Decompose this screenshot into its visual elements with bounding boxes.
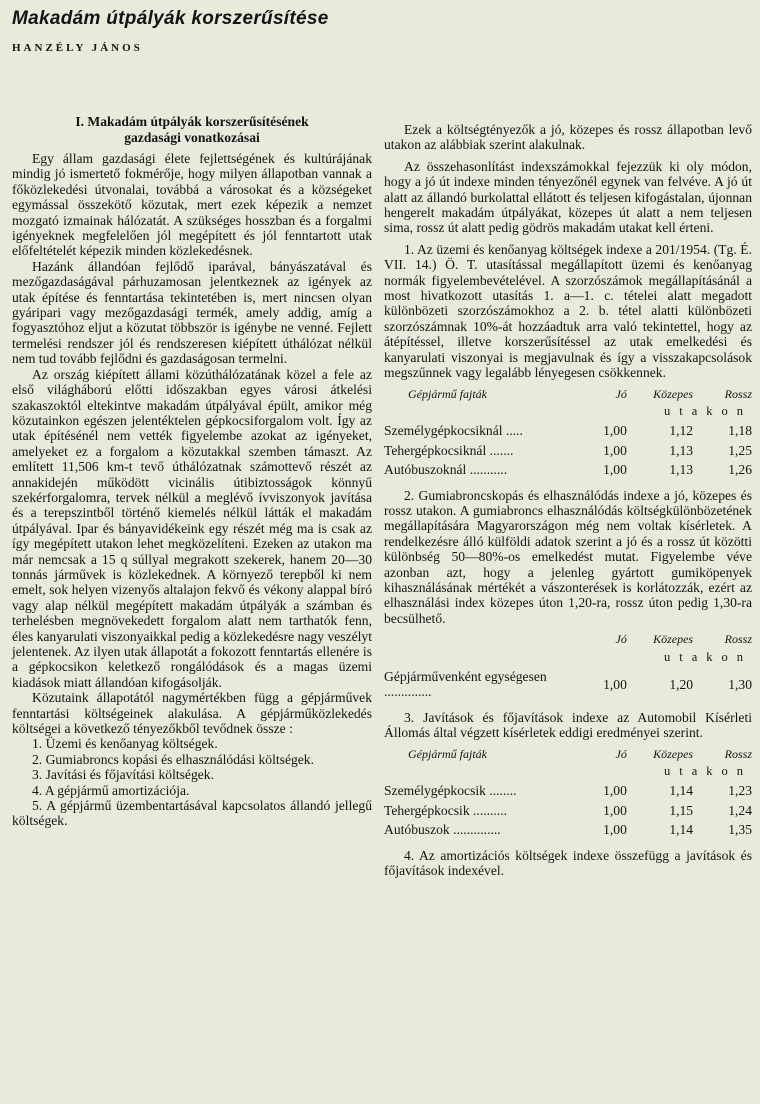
section-heading-line-2: gazdasági vonatkozásai	[124, 129, 260, 145]
table-header: Rossz	[724, 386, 752, 401]
left-column	[12, 112, 372, 829]
table-header: Jó	[615, 386, 627, 401]
table-cell: 1,00	[603, 462, 627, 478]
table-row	[384, 421, 752, 440]
table-header-row	[384, 747, 752, 762]
paragraph: 1. Az üzemi és kenőanyag költségek indexe a 201/1954. (Tg. É. VII. 14.) Ö. T. utasítással megállapított üzemi és kenőanyag normák figyelembevételével. A szorzószámok megállapításánál a most hivatkozott utasítás 1. a—1. c. tételei alatt megadott különbözeti szorzószámokhoz a 2. b. tétel alatti különbözeti szorzószámnak 10%-át hozzáadtuk arra való tekintettel, hogy az átépítéssel, illetve korszerűsítéssel az utak emelkedési és kanyarulati viszonyai is megjavulnak és így a visszakapcsolások megszűnnek vagy legalább lényegesen csökkennek.	[384, 241, 752, 381]
table-row	[384, 820, 752, 839]
table-cell: 1,00	[603, 442, 627, 458]
list-item: 1. Üzemi és kenőanyag költségek.	[32, 736, 218, 752]
table-header: Közepes	[653, 746, 694, 761]
table-cell: 1,23	[728, 783, 752, 799]
table-row	[384, 801, 752, 820]
paragraph: 2. Gumiabroncskopás és elhasználódás indexe a jó, közepes és rossz utakon. A gumiabroncs elhasználódás költségkülönbözetének megállapítására Magyarországon még nem voltak kísérletek. A rendelkezésre álló külföldi adatok szerint a jó és a rossz út közötti különbség 50—80%-os emelkedést mutat. Figyelembe véve azonban azt, hogy a jelenleg gyártott gumiköpenyek kihasználásának mértékét a vászonterések is korlátozzák, ezért az elhasználási index közepes úton 1,20-ra, rossz úton pedig 1,30-ra becsülhető.	[384, 487, 752, 626]
list-item: 4. A gépjármű amortizációja.	[32, 782, 190, 798]
list-item: 3. Javítási és főjavítási költségek.	[32, 767, 214, 783]
paragraph: 4. Az amortizációs költségek indexe összefügg a javítások és főjavítások indexével.	[384, 847, 752, 879]
table-cell: 1,13	[669, 462, 694, 478]
table-repair-costs	[384, 747, 752, 840]
paragraph: Az ország kiépített állami közúthálózatának közel a fele az első világháború előtti időszakban egyes városi átkelési szakaszoktól eltekintve makadám útpályával épült, amikor még közutainkon egészen jelentéktelen gépkocsiforgalom volt. Így az utak építésénél nem vették figyelembe azokat az igényeket, amelyeket ez a forgalom a közutakkal szemben támaszt. Az említett 11,506 km-t tevő úthálózatnak számottevő részét az annakidején működött vicinális útibiztosságok könnyű szekérforgalomra, tervek nélkül a meglévő ívviszonyok javítása és a terepszintből történő kiemelés nélkül látták el makadám útpályával. Ipar és bányavidékeink egy részét még ma is csak az így megépített utakon lehet megközelíteni. Ezeken az utakon ma már nemcsak a 15 q súllyal megrakott szekerek, hanem 20—30 tonnás járművek is közlekednek. A környező terepből ki nem emelt, sok helyen vizenyős altalajon fekvő és vékony alappal bíró vagy alap nélkül megépített makadám útpályák a számban és terhelésben megnövekedett forgalom alatt nem tarthatók fenn, éles kanyarulati viszonyaikkal pedig a közlekedésre nagy veszélyt jelentenek. Az ilyen utak állapotát a fokozott fenntartás ellenére is a gépkocsikon keletkező rongálódások és a magas üzemi kiadások miatt állandóan kifogásolják.	[12, 366, 372, 690]
paragraph: Közutaink állapotától nagymértékben függ a gépjárművek fenntartási költségeinek alakulása. A gépjárműközlekedés költségei a következő tényezőkből tevődnek össze :	[12, 690, 372, 737]
table-cell: 1,24	[728, 802, 752, 818]
table-header: Jó	[615, 746, 627, 761]
table-cell: 1,18	[728, 423, 752, 439]
table-cell: 1,00	[603, 676, 627, 692]
paragraph: 3. Javítások és főjavítások indexe az Automobil Kísérleti Állomás által végzett kísérletek eddigi eredményei szerint.	[384, 709, 752, 741]
paragraph: Hazánk állandóan fejlődő iparával, bányászatával és mezőgazdaságával párhuzamosan jelentkeznek az igények az utak építése és fenntartása tekintetében is, mert nincsen olyan gyáripari vagy mezőgazdasági termék, amely addig, amíg a fogyasztóhoz eljut a közutat többször is igénybe ne venné. Fejlett termelési rendszer jól és rendszeresen kiépített úthálózat nélkül nem tud tovább fejlődni és gazdaságosan termelni.	[12, 258, 372, 367]
table-header: Jó	[615, 632, 627, 647]
table-cell: 1,13	[669, 442, 694, 458]
article-author: HANZÉLY JÁNOS	[12, 42, 143, 54]
paragraph: Egy állam gazdasági élete fejlettségének és kultúrájának mindig jó ismertető fokmérője, hogy milyen állapotban vannak a főközlekedési útvonalai, továbbá a városokat és a községeket egymással összekötő közutak, mert ezek képezik a nemzet mozgató izmainak hálózatát. A szükséges hosszban és a forgalmi igényeknek megfelelően jól megépített és jól fenntartott utak előfeltételét képezik minden közlekedésnek.	[12, 151, 372, 259]
table-row	[384, 667, 752, 702]
table-cell: Személygépkocsik ........	[384, 783, 517, 799]
table-cell: Gépjárművenként egységesen ..............	[384, 669, 547, 700]
table-header	[384, 632, 575, 647]
table-cell: Autóbuszok ..............	[384, 822, 501, 838]
table-cell: 1,30	[728, 676, 752, 692]
paragraph: Az összehasonlítást indexszámokkal fejezzük ki oly módon, hogy a jó út indexe minden tényezőnél egynek van felvéve. A jó út alatt az állandó burkolattal ellátott és teljesen kifogástalan, újonnan hengerelt makadám útpályákat, közepes út alatt a nem teljesen sima, rossz út alatt pedig gödrös makadám utakat kell érteni.	[384, 158, 752, 236]
table-header: Rossz	[724, 632, 752, 647]
table-cell: 1,14	[669, 822, 694, 838]
table-row	[384, 460, 752, 479]
table-row	[384, 441, 752, 460]
right-column	[384, 122, 752, 884]
table-header: Közepes	[653, 386, 694, 401]
table-cell: 1,25	[728, 442, 752, 458]
table-cell: 1,20	[669, 676, 694, 692]
table-header: Közepes	[653, 632, 694, 647]
table-cell: Autóbuszoknál ...........	[384, 462, 508, 478]
section-heading-line-1: I. Makadám útpályák korszerűsítésének	[75, 114, 309, 129]
table-cell: 1,15	[669, 802, 694, 818]
table-cell: Személygépkocsiknál .....	[384, 423, 523, 439]
table-subheader: utakon	[663, 649, 752, 664]
table-header: Gépjármű fajták	[408, 746, 487, 761]
table-cell: 1,00	[603, 423, 627, 439]
table-tyre-wear	[384, 632, 752, 702]
table-row	[384, 781, 752, 800]
table-cell: 1,00	[603, 783, 627, 799]
table-header: Gépjármű fajták	[408, 386, 487, 401]
list-item: 2. Gumiabroncs kopási és elhasználódási költségek.	[32, 751, 315, 767]
table-cell: 1,35	[728, 822, 752, 838]
table-header: Rossz	[724, 746, 752, 761]
table-cell: 1,26	[728, 462, 752, 478]
table-header-row	[384, 632, 752, 647]
table-cell: 1,14	[669, 783, 694, 799]
table-cell: 1,12	[669, 423, 694, 439]
list-item: 5. A gépjármű üzembentartásával kapcsolatos állandó jellegű költségek.	[12, 798, 372, 829]
table-subheader: utakon	[663, 403, 752, 418]
table-operating-costs	[384, 387, 752, 480]
table-subheader: utakon	[663, 764, 752, 779]
table-cell: 1,00	[603, 802, 627, 818]
table-cell: 1,00	[603, 822, 627, 838]
paragraph: Ezek a költségtényezők a jó, közepes és rossz állapotban levő utakon az alábbiak szerint alakulnak.	[384, 122, 752, 153]
section-heading	[12, 114, 372, 145]
table-header-row	[384, 387, 752, 402]
table-cell: Tehergépkocsik ..........	[384, 802, 508, 818]
table-cell: Tehergépkocsiknál .......	[384, 442, 514, 458]
article-title: Makadám útpályák korszerűsítése	[12, 8, 329, 29]
